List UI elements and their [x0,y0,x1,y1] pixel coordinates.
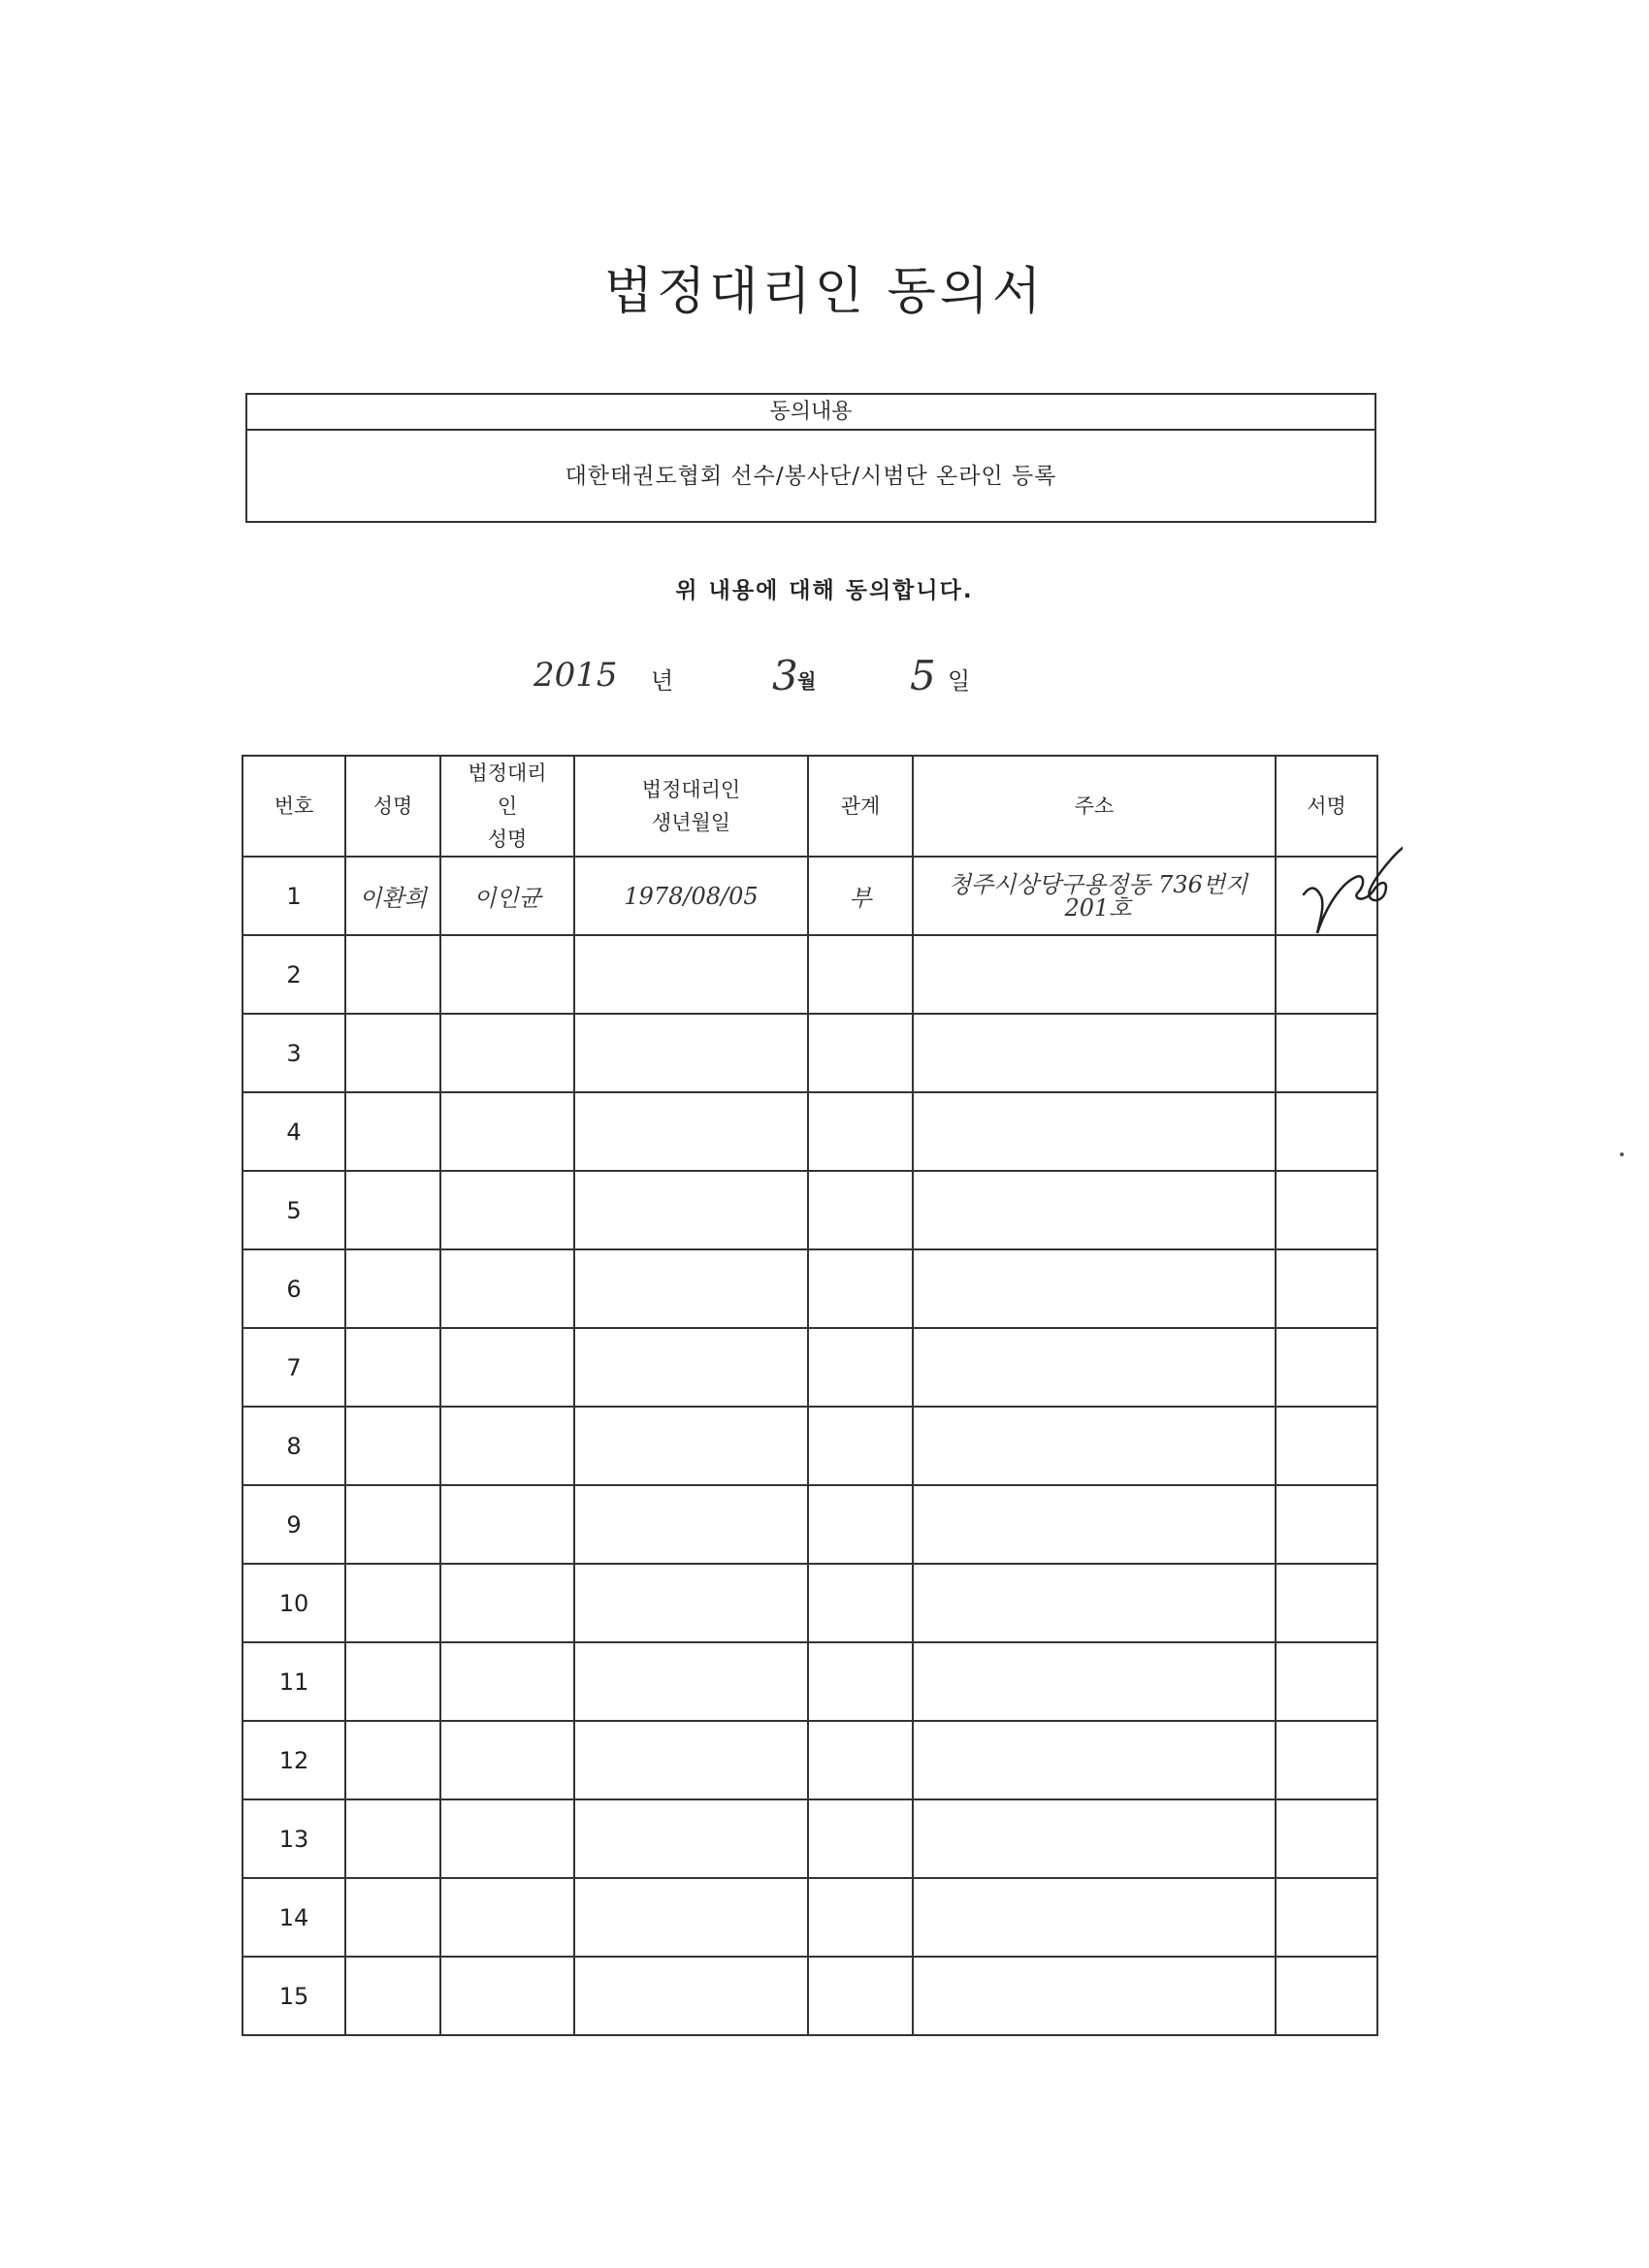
header-guardian-birth-line2: 생년월일 [651,811,731,834]
row-signature [1276,857,1377,935]
row-number: 2 [242,935,345,1014]
row-number: 5 [242,1171,345,1249]
table-row [242,1014,1377,1092]
consent-header: 동의내용 [247,395,1374,431]
date-year-label: 년 [651,667,674,695]
row-number: 4 [242,1092,345,1171]
table-row [242,1642,1377,1721]
row-number: 9 [242,1485,345,1564]
row-guardian-name: 이인균 [440,857,574,935]
header-name: 성명 [345,756,440,857]
row-number: 8 [242,1407,345,1485]
header-guardian-name-line2: 인 [497,794,518,818]
table-row [242,1721,1377,1799]
table-row [242,1957,1377,2035]
row-address-line1: 청주시상당구용정동 736번지 [948,870,1248,898]
table-row [242,935,1377,1014]
page-title: 법정대리인 동의서 [603,263,1046,321]
consent-content: 대한태권도협회 선수/봉사단/시범단 온라인 등록 [565,464,1057,489]
table-row [242,1407,1377,1485]
row-number: 12 [242,1721,345,1799]
table-header-row [242,756,1377,857]
header-guardian-birth [574,756,808,857]
header-guardian-name-line1: 법정대리 [468,761,547,785]
table-row [242,1564,1377,1642]
row-address-line2: 201호 [1064,893,1132,922]
guardian-table [242,755,1378,2036]
date-line [0,652,1649,710]
table-row [242,1485,1377,1564]
table-row [242,1171,1377,1249]
row-number: 1 [242,857,345,935]
header-number: 번호 [242,756,345,857]
date-month-label: 월 [797,669,817,693]
row-relation: 부 [808,857,913,935]
date-day: 5 [910,652,936,699]
header-guardian-birth-line1: 법정대리인 [641,778,741,801]
date-year: 2015 [534,656,618,695]
row-guardian-birth: 1978/08/05 [574,857,808,935]
row-number: 15 [242,1957,345,2035]
consent-box [245,393,1376,523]
row-number: 11 [242,1642,345,1721]
row-number: 6 [242,1249,345,1328]
scan-speck [1620,1152,1624,1156]
row-number: 14 [242,1878,345,1957]
header-signature: 서명 [1276,756,1377,857]
row-number: 3 [242,1014,345,1092]
header-guardian-name [440,756,574,857]
date-month: 3 [772,652,798,699]
table-row [242,857,1377,935]
header-address: 주소 [913,756,1276,857]
table-row [242,1249,1377,1328]
row-number: 13 [242,1799,345,1878]
row-number: 10 [242,1564,345,1642]
table-row [242,1092,1377,1171]
table-row [242,1328,1377,1407]
row-name: 이환희 [345,857,440,935]
date-day-label: 일 [948,667,971,695]
header-relation: 관계 [808,756,913,857]
header-guardian-name-line3: 성명 [487,827,528,851]
agree-statement: 위 내용에 대해 동의합니다. [675,578,974,603]
table-row [242,1878,1377,1957]
row-number: 7 [242,1328,345,1407]
row-address [913,857,1276,935]
handwritten-signature [1296,836,1403,943]
table-row [242,1799,1377,1878]
